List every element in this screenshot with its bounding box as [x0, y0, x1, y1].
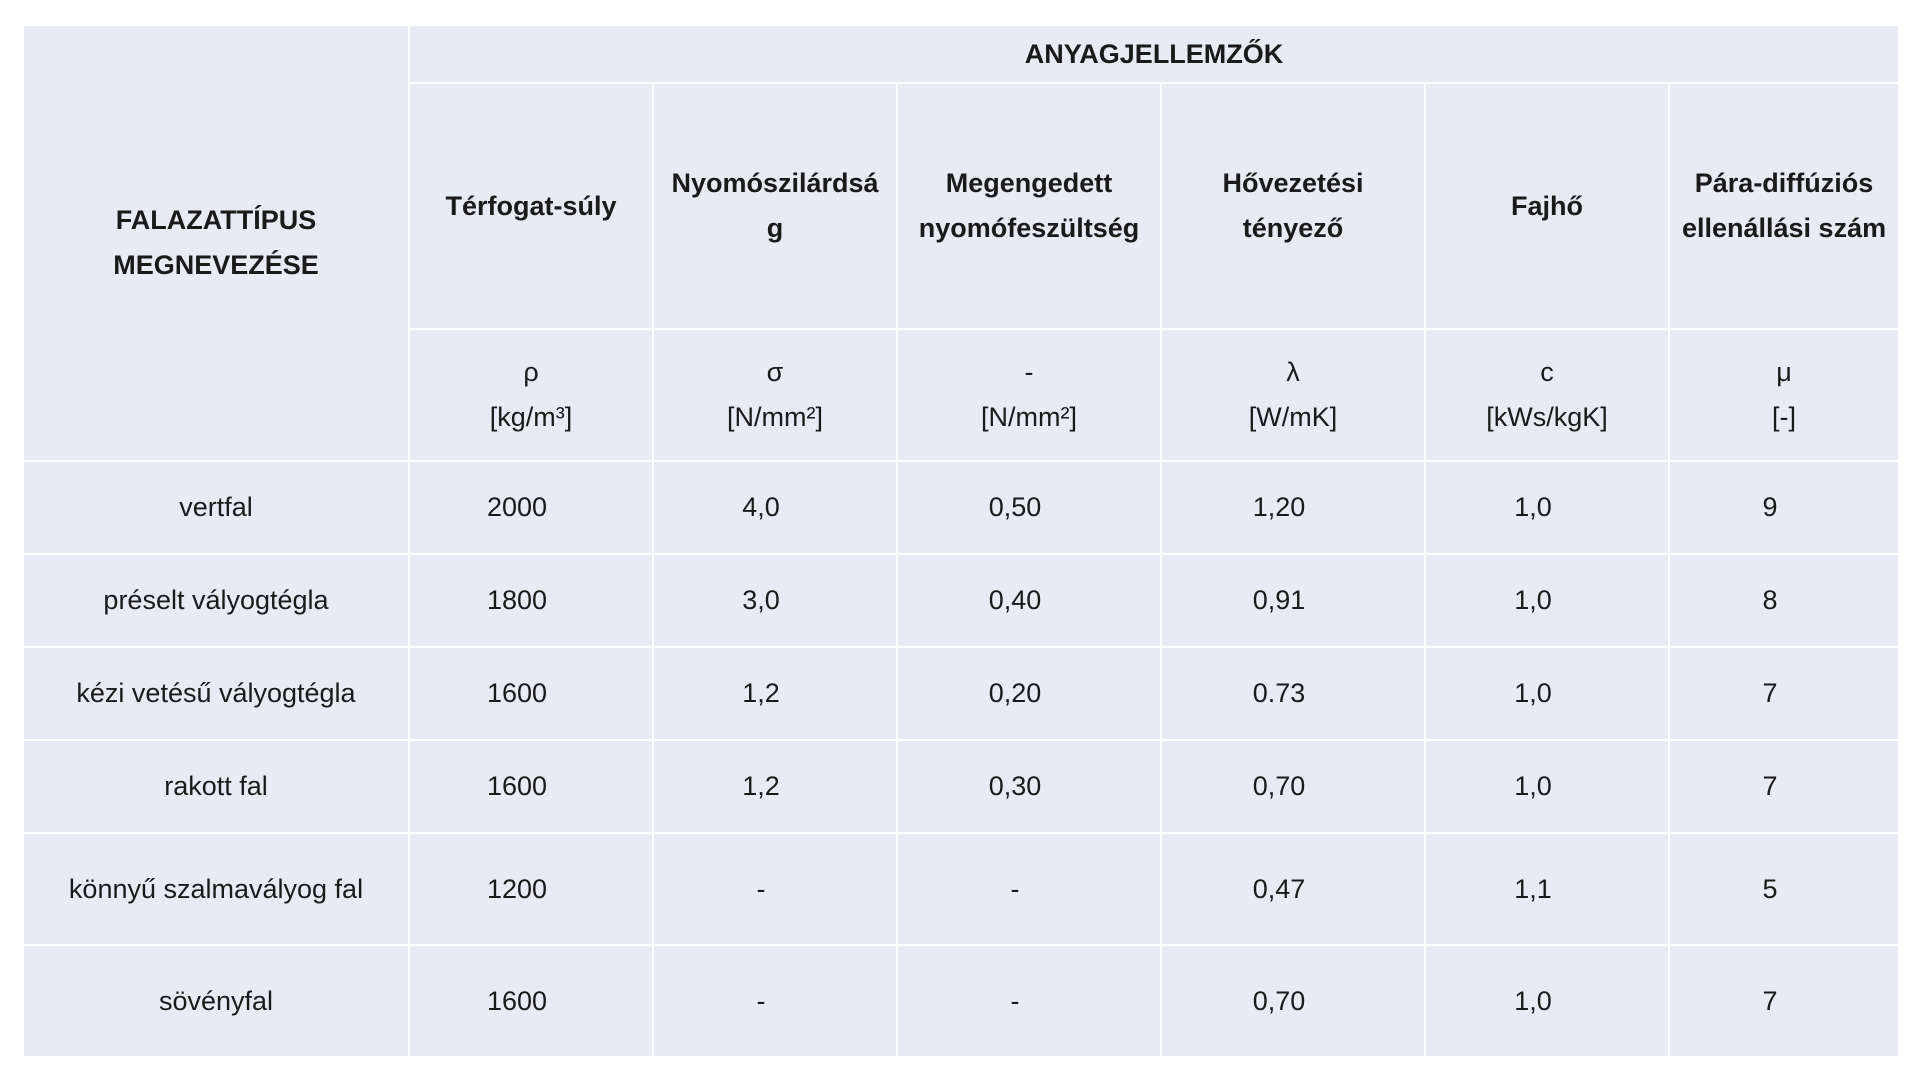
value-text: 7 [1762, 985, 1778, 1016]
column-header-line: g [766, 213, 784, 243]
value-text: 4,0 [742, 492, 780, 522]
wall-type-name: könnyű szalmavályog fal [23, 833, 409, 945]
column-header-allowed-stress [897, 83, 1161, 329]
compressive-strength-value [653, 945, 897, 1057]
allowed-stress-value [897, 833, 1161, 945]
unit-cell-specific-heat [1425, 329, 1669, 461]
value-text: 0,70 [1252, 985, 1306, 1016]
table-row [23, 461, 1899, 554]
density-value [409, 461, 653, 554]
allowed-stress-value [897, 461, 1161, 554]
vapour-diffusion-value [1669, 554, 1899, 647]
column-header-line: Nyomószilárdsá [671, 168, 879, 198]
value-text: 0,70 [1252, 771, 1306, 801]
unit-symbol: - [1024, 357, 1034, 387]
column-header-line: Hővezetési [1222, 168, 1364, 198]
row-header-line-2: MEGNEVEZÉSE [113, 250, 319, 280]
thermal-conductivity-value [1161, 740, 1425, 833]
vapour-diffusion-value [1669, 833, 1899, 945]
unit-symbol: ρ [523, 357, 539, 387]
value-text: 9 [1762, 492, 1778, 522]
specific-heat-value [1425, 554, 1669, 647]
unit-label: [W/mK] [1248, 402, 1338, 432]
value-text: 0,47 [1252, 873, 1306, 904]
column-header-line: tényező [1242, 213, 1344, 243]
value-text: 1600 [486, 985, 548, 1016]
vapour-diffusion-value [1669, 647, 1899, 740]
value-text: 1,0 [1514, 585, 1552, 615]
value-text: 1,0 [1514, 771, 1552, 801]
value-text: 0,91 [1252, 585, 1306, 615]
vapour-diffusion-value [1669, 740, 1899, 833]
wall-type-name: kézi vetésű vályogtégla [23, 647, 409, 740]
value-text: 1600 [486, 771, 548, 801]
thermal-conductivity-value [1161, 945, 1425, 1057]
specific-heat-value [1425, 647, 1669, 740]
specific-heat-value [1425, 461, 1669, 554]
wall-type-name: vertfal [23, 461, 409, 554]
unit-label: [-] [1772, 402, 1797, 432]
value-text: - [1010, 985, 1020, 1016]
row-header-cell [23, 25, 409, 461]
unit-symbol: μ [1776, 357, 1792, 387]
column-header-vapour-diffusion [1669, 83, 1899, 329]
table-row [23, 647, 1899, 740]
table-row [23, 833, 1899, 945]
unit-cell-compressive-strength [653, 329, 897, 461]
value-text: 1,20 [1252, 492, 1306, 522]
column-header-line: nyomófeszültség [918, 213, 1140, 243]
wall-type-name: sövényfal [23, 945, 409, 1057]
thermal-conductivity-value [1161, 647, 1425, 740]
value-text: 0.73 [1252, 678, 1306, 708]
unit-cell-thermal-conductivity [1161, 329, 1425, 461]
wall-type-name: préselt vályogtégla [23, 554, 409, 647]
unit-symbol: λ [1286, 357, 1300, 387]
value-text: - [756, 873, 766, 904]
value-text: 0,20 [988, 678, 1042, 708]
specific-heat-value [1425, 740, 1669, 833]
value-text: 1200 [486, 873, 548, 904]
value-text: 1,0 [1514, 492, 1552, 522]
value-text: 1800 [486, 585, 548, 615]
unit-symbol: c [1540, 357, 1554, 387]
thermal-conductivity-value [1161, 554, 1425, 647]
allowed-stress-value [897, 647, 1161, 740]
value-text: 1,2 [742, 771, 780, 801]
value-text: 1,1 [1514, 873, 1552, 904]
compressive-strength-value [653, 461, 897, 554]
density-value [409, 647, 653, 740]
table-row [23, 740, 1899, 833]
unit-label: [N/mm²] [981, 402, 1077, 432]
density-value [409, 554, 653, 647]
thermal-conductivity-value [1161, 461, 1425, 554]
allowed-stress-value [897, 945, 1161, 1057]
column-header-thermal-conductivity [1161, 83, 1425, 329]
column-header-line: Térfogat-súly [445, 190, 617, 221]
table-row [23, 945, 1899, 1057]
group-header-row [23, 25, 1899, 83]
unit-label: [kg/m³] [489, 402, 573, 432]
specific-heat-value [1425, 945, 1669, 1057]
unit-cell-vapour-diffusion [1669, 329, 1899, 461]
value-text: - [1010, 873, 1020, 904]
value-text: 0,30 [988, 771, 1042, 801]
value-text: 3,0 [742, 585, 780, 615]
column-header-line: ellenállási szám [1681, 213, 1887, 243]
value-text: - [756, 985, 766, 1016]
value-text: 0,40 [988, 585, 1042, 615]
wall-type-name: rakott fal [23, 740, 409, 833]
specific-heat-value [1425, 833, 1669, 945]
value-text: 0,50 [988, 492, 1042, 522]
allowed-stress-value [897, 740, 1161, 833]
column-header-line: Pára-diffúziós [1694, 168, 1874, 198]
value-text: 1,0 [1514, 678, 1552, 708]
density-value [409, 833, 653, 945]
value-text: 5 [1762, 873, 1778, 904]
value-text: 1,0 [1514, 985, 1552, 1016]
group-header-cell: ANYAGJELLEMZŐK [409, 25, 1899, 83]
compressive-strength-value [653, 833, 897, 945]
unit-label: [kWs/kgK] [1486, 402, 1608, 432]
value-text: 8 [1762, 585, 1778, 615]
column-header-specific-heat [1425, 83, 1669, 329]
row-header-line-1: FALAZATTÍPUS [115, 205, 317, 235]
allowed-stress-value [897, 554, 1161, 647]
compressive-strength-value [653, 740, 897, 833]
unit-symbol: σ [766, 357, 784, 387]
column-header-line: Fajhő [1511, 190, 1583, 221]
vapour-diffusion-value [1669, 945, 1899, 1057]
column-header-line: Megengedett [945, 168, 1113, 198]
density-value [409, 740, 653, 833]
unit-label: [N/mm²] [727, 402, 823, 432]
unit-cell-density [409, 329, 653, 461]
column-header-compressive-strength [653, 83, 897, 329]
compressive-strength-value [653, 647, 897, 740]
value-text: 7 [1762, 678, 1778, 708]
thermal-conductivity-value [1161, 833, 1425, 945]
compressive-strength-value [653, 554, 897, 647]
unit-cell-allowed-stress [897, 329, 1161, 461]
value-text: 7 [1762, 771, 1778, 801]
table-row [23, 554, 1899, 647]
material-properties-table [22, 24, 1900, 1058]
value-text: 1,2 [742, 678, 780, 708]
value-text: 2000 [486, 492, 548, 522]
column-header-density [409, 83, 653, 329]
density-value [409, 945, 653, 1057]
value-text: 1600 [486, 678, 548, 708]
vapour-diffusion-value [1669, 461, 1899, 554]
